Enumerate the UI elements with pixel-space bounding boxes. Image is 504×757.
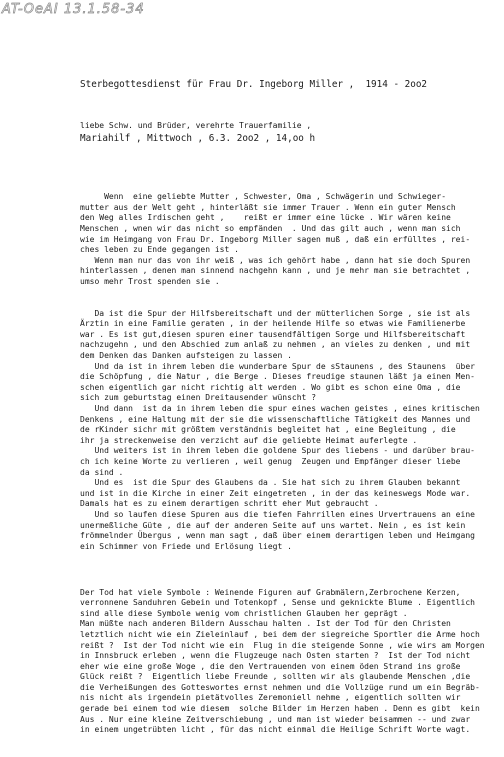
text-line: und ist in die Kirche in einer Zeit eingetreten , in der das keineswegs Mode war.: [80, 488, 471, 498]
text-line: reißt ? Ist der Tod nicht wie ein Flug in die steigende Sonne , wie wirs am Morgen: [80, 640, 485, 650]
text-line: Man müßte nach anderen Bildern Ausschau halten . Ist der Tod für den Christen: [80, 619, 451, 629]
text-line: Ärztin in eine Familie geraten , in der heilende Hilfe so etwas wie Familienerbe: [80, 319, 466, 329]
text-line: Wenn man nur das von ihr weiß , was ich gehört habe , dann hat sie doch Spuren: [80, 255, 471, 265]
text-line: mutter aus der Welt geht , hinterläßt sie immer Trauer . Wenn ein guter Mensch: [80, 202, 456, 212]
text-line: letztlich nicht wie ein Zieleinlauf , bei dem der siegreiche Sportler die Arme hoch: [80, 629, 480, 639]
text-line: sich zum geburtstag einen Dreitausender wünscht ?: [80, 393, 317, 403]
text-line: Da ist die Spur der Hilfsbereitschaft und der mütterlichen Sorge , sie ist als: [80, 308, 471, 318]
header-place-date: Mariahilf , Mittwoch , 6.3. 2oo2 , 14,oo h: [80, 133, 316, 144]
text-line: schen eigentlich gar nicht richtig alt werden . Wo gibt es schon eine Oma , die: [80, 382, 461, 392]
text-line: Und da ist in ihrem leben die wunderbare Spur de sStaunens , des Staunens über: [80, 361, 475, 371]
text-line: verronnene Sanduhren Gebein und Totenkopf , Sense und geknickte Blume . Eigentlich: [80, 598, 475, 608]
text-line: Und es ist die Spur des Glaubens da . Sie hat sich zu ihrem Glauben bekannt: [80, 478, 461, 488]
text-line: frömmelnder Übergus , wenn man sagt , daß über einem derartigen leben und Heimgang: [80, 531, 475, 541]
text-line: ihr ja streckenweise den verzicht auf die geliebte Heimat auferlegte .: [80, 435, 418, 445]
paragraph-3: [80, 588, 500, 736]
text-line: hinterlassen , denen man sinnend nachgehn kann , und je mehr man sie betrachtet ,: [80, 266, 471, 276]
text-line: Damals hat es zu einem derartigen schritt eher Mut gebraucht .: [80, 499, 379, 509]
text-line: Und weiters ist in ihrem leben die goldene Spur des liebens - und darüber brau-: [80, 446, 475, 456]
text-line: wie im Heimgang von Frau Dr. Ingeborg Miller sagen muß , daß ein erfülltes , rei-: [80, 234, 471, 244]
text-line: Denkens , eine Haltung mit der sie die wissenschaftliche Tätigkeit des Mannes und: [80, 414, 471, 424]
text-line: Wenn eine geliebte Mutter , Schwester, Oma , Schwägerin und Schwieger-: [80, 192, 447, 202]
text-line: dem Denken das Danken aufsteigen zu lassen .: [80, 351, 292, 361]
text-line: in Innsbruck erleben , wenn die Flugzeuge nach Osten starten ? Ist der Tod nicht: [80, 651, 471, 661]
text-line: die Schöpfung , die Natur , die Berge . Dieses freudige staunen läßt ja einen Men-: [80, 372, 475, 382]
text-line: Und dann ist da in ihrem leben die spur eines wachen geistes , eines kritischen: [80, 404, 480, 414]
text-line: sind alle diese Symbole wenig vom christlichen Glauben her geprägt .: [80, 608, 408, 618]
text-line: ches leben zu Ende gegangen ist .: [80, 245, 239, 255]
text-line: gerade bei einem tod wie diesem solche Bilder im Herzen haben . Denn es gibt kein: [80, 704, 480, 714]
text-line: ein Schimmer von Friede und Erlösung liegt .: [80, 541, 292, 551]
text-line: de rKinder sichr mit größtem verständnis begleitet hat , eine Begleitung , die: [80, 425, 456, 435]
text-line: nis nicht als irgendein pietätvolles Zeremoniell nehme , eigentlich sollten wir: [80, 693, 461, 703]
sermon-text: [80, 100, 500, 757]
text-line: da sind .: [80, 467, 124, 477]
text-line: den Weg alles Irdischen geht , reißt er immer eine lücke . Wir wären keine: [80, 213, 451, 223]
archive-stamp: AT-OeAI 13.1.58-34: [2, 2, 145, 17]
paragraph-1: [80, 192, 500, 287]
text-line: ch ich keine Worte zu verlieren , weil genug Zeugen und Empfänger dieser liebe: [80, 457, 461, 466]
text-line: nachzugehn , und den Abschied zum anlaß zu nehmen , an vieles zu denken , und mit: [80, 340, 471, 350]
text-line: umso mehr Trost spenden sie .: [80, 276, 220, 286]
text-line: war . Es ist gut,diesen spuren einer tausendfältigen Sorge und Hilfsbereitschaft: [80, 329, 466, 339]
text-line: Menschen , wnen wir das nicht so empfänden . Und das gilt auch , wenn man sich: [80, 223, 461, 233]
header-title: Sterbegottesdienst für Frau Dr. Ingeborg Miller , 1914 - 2oo2: [80, 79, 428, 90]
text-line: Aus . Nur eine kleine Zeitverschiebung , und man ist wieder beisammen -- und zwar: [80, 714, 471, 724]
text-line: Glück reißt ? Eigentlich liebe Freunde , sollten wir als glaubende Menschen ,die: [80, 672, 471, 682]
text-line: eher wie eine große Woge , die den Vertrauenden von einem öden Strand ins große: [80, 661, 461, 671]
text-line: Der Tod hat viele Symbole : Weinende Figuren auf Grabmälern,Zerbrochene Kerzen,: [80, 587, 461, 597]
text-line: die Verheißungen des Gotteswortes ernst nehmen und die Vollzüge rund um ein Begräb-: [80, 682, 480, 692]
text-line: unermeßliche Güte , die auf der anderen Seite auf uns wartet. Nein , es ist kein: [80, 520, 466, 530]
text-line: in einem ungetrübten licht , für das nicht einmal die Heilige Schrift Worte wagt.: [80, 725, 471, 735]
paragraph-2: [80, 309, 500, 553]
salutation: liebe Schw. und Brüder, verehrte Trauerfamilie ,: [80, 121, 312, 131]
text-line: Und so laufen diese Spuren aus die tiefen Fahrrillen eines Urvertrauens an eine: [80, 509, 475, 519]
